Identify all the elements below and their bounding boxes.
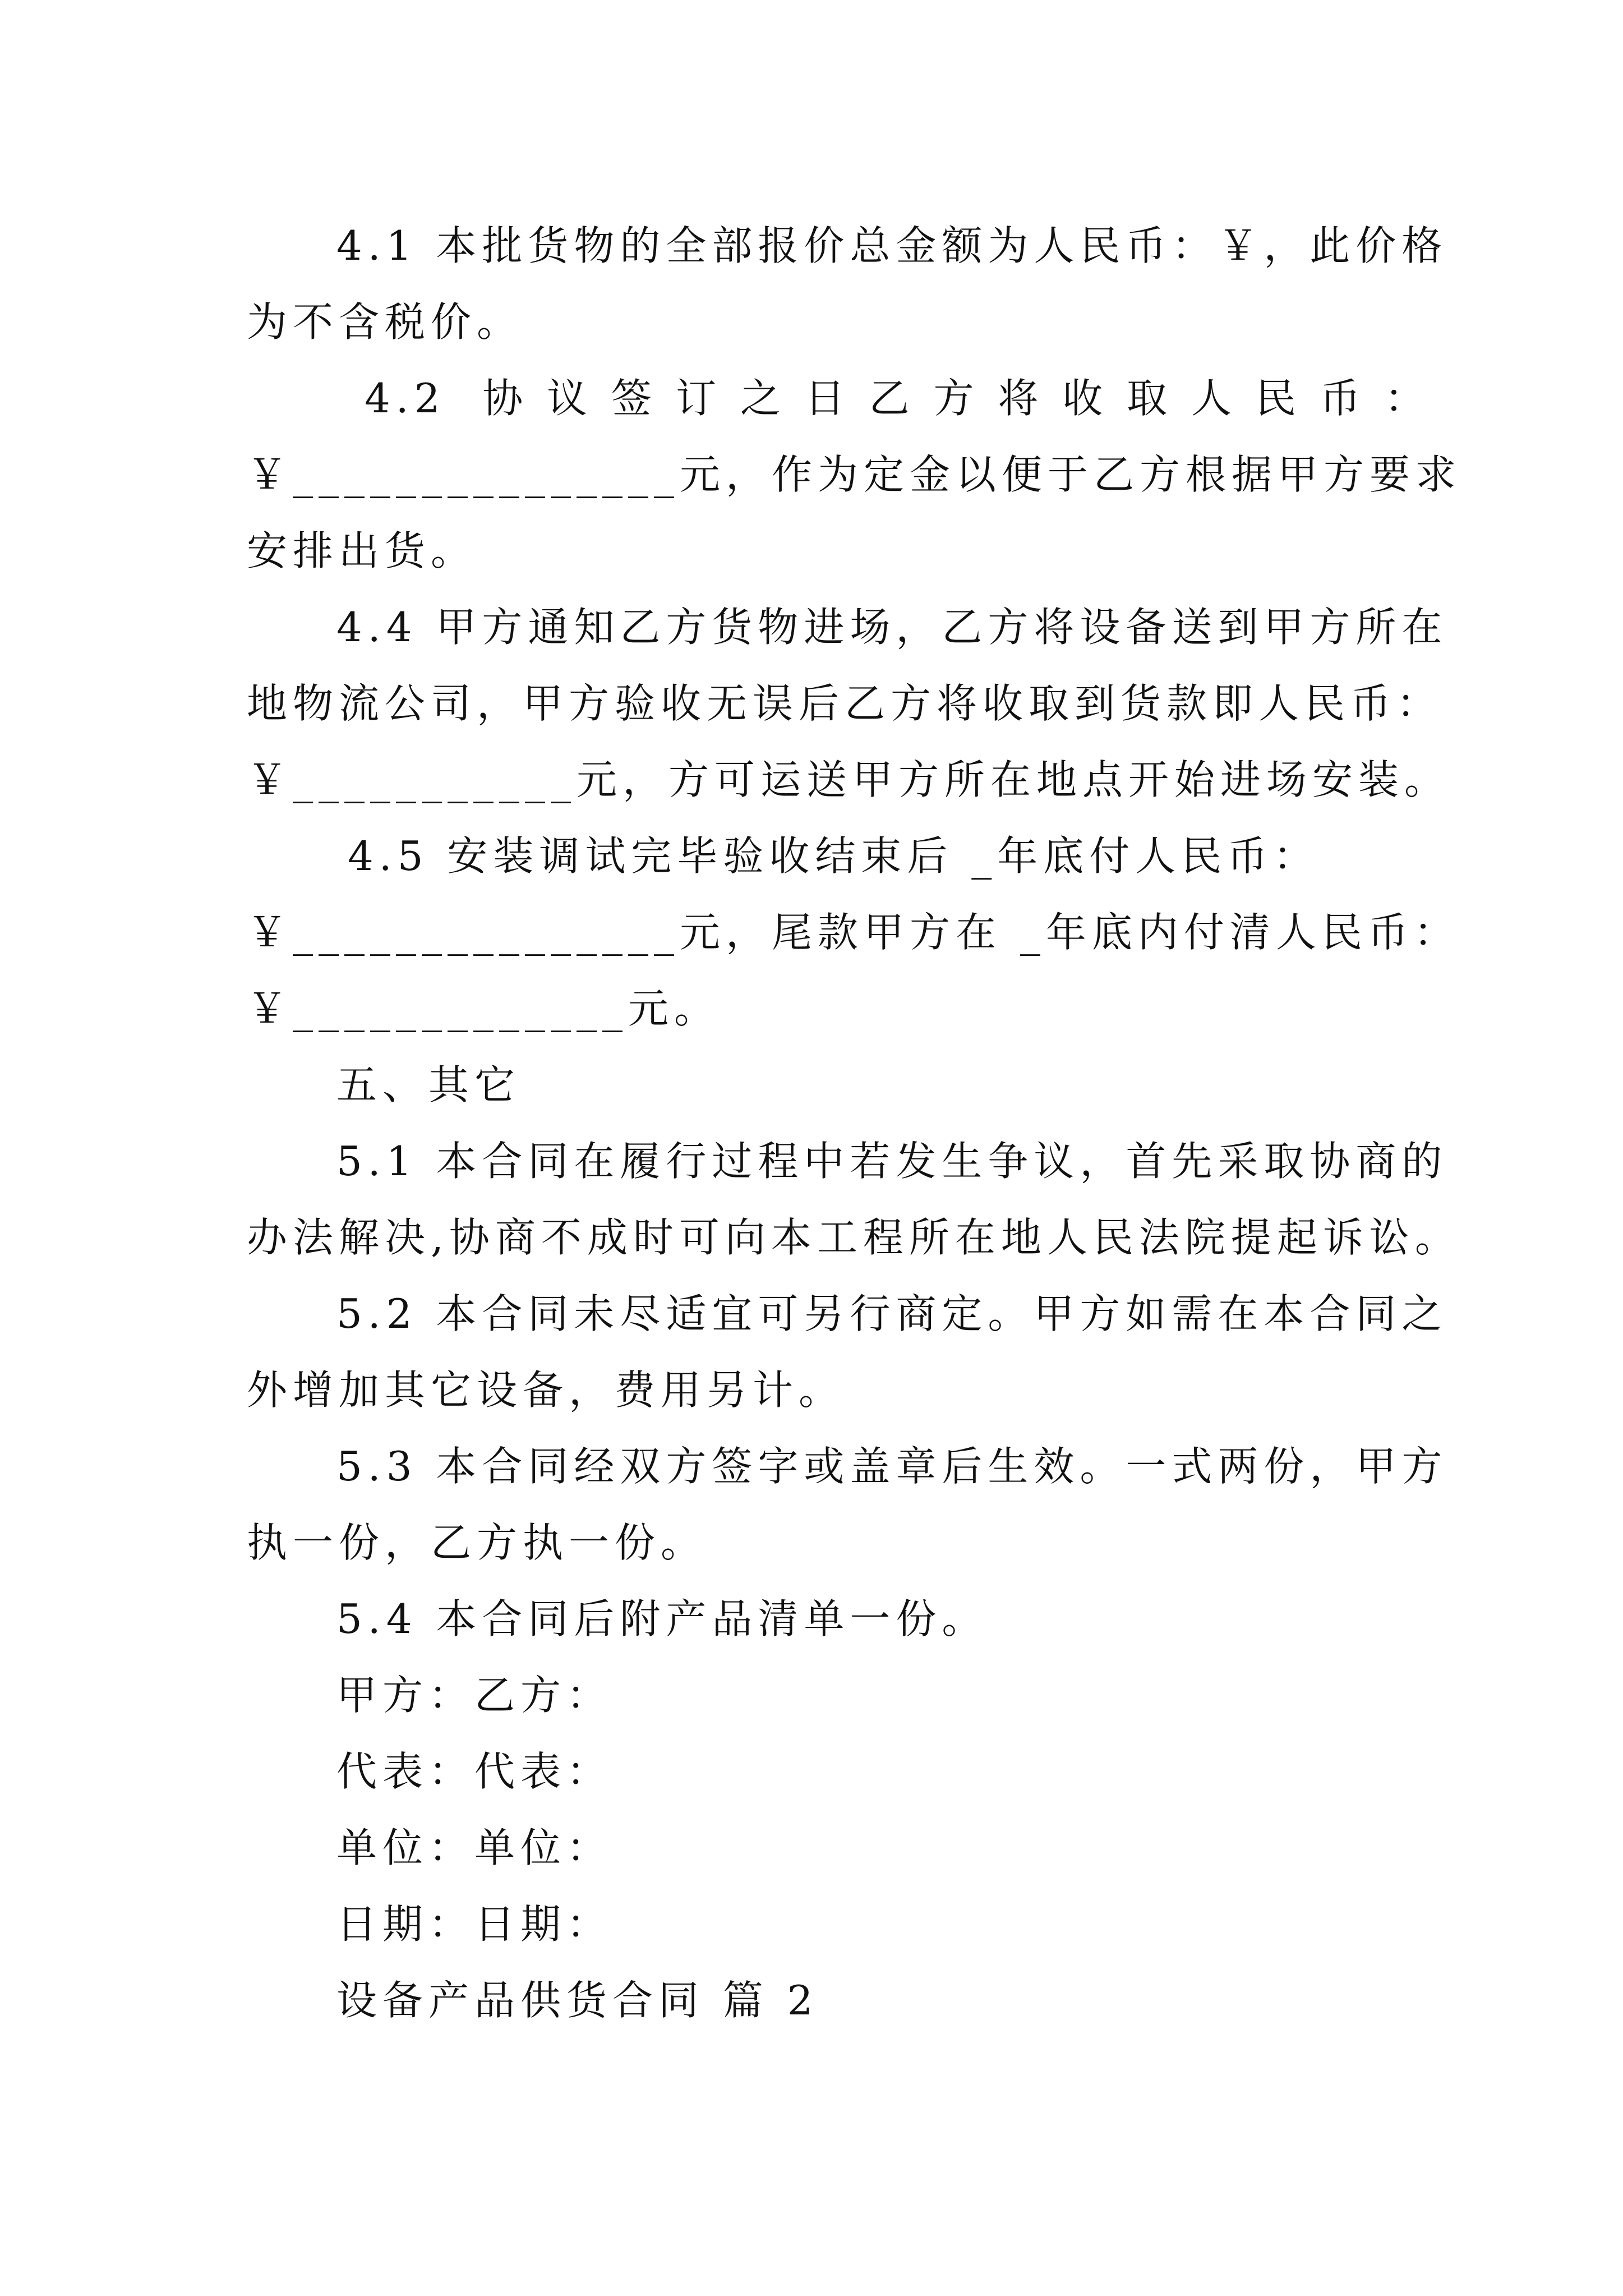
signature-representatives: 代表：代表： <box>336 1748 613 1795</box>
clause-5-2-line-1: 5.2 本合同未尽适宜可另行商定。甲方如需在本合同之 <box>336 1290 1448 1337</box>
clause-4-2-line-3: 安排出货。 <box>247 527 477 574</box>
next-contract-title: 设备产品供货合同 篇 2 <box>336 1977 819 2024</box>
clause-4-4-line-1: 4.4 甲方通知乙方货物进场，乙方将设备送到甲方所在 <box>336 604 1448 651</box>
clause-4-1-line-2: 为不含税价。 <box>247 298 523 346</box>
clause-4-5-line-2: ￥_______________元，尾款甲方在 _年底内付清人民币： <box>247 909 1460 956</box>
clause-4-4-line-3: ￥___________元，方可运送甲方所在地点开始进场安装。 <box>247 756 1451 803</box>
signature-parties: 甲方：乙方： <box>336 1672 613 1719</box>
section-5-heading: 五、其它 <box>336 1061 521 1108</box>
clause-4-5-line-1: 4.5 安装调试完毕验收结束后 _年底付人民币： <box>348 832 1320 880</box>
clause-4-1-line-1: 4.1 本批货物的全部报价总金额为人民币：￥，此价格 <box>336 222 1448 269</box>
clause-5-1-line-1: 5.1 本合同在履行过程中若发生争议，首先采取协商的 <box>336 1138 1448 1185</box>
clause-4-4-line-2: 地物流公司，甲方验收无误后乙方将收取到货款即人民币： <box>247 680 1443 727</box>
signature-units: 单位：单位： <box>336 1824 613 1871</box>
signature-dates: 日期：日期： <box>336 1901 613 1948</box>
clause-5-3-line-1: 5.3 本合同经双方签字或盖章后生效。一式两份，甲方 <box>336 1443 1448 1490</box>
clause-4-2-line-2: ￥_______________元，作为定金以便于乙方根据甲方要求 <box>247 451 1462 498</box>
clause-5-1-line-2: 办法解决,协商不成时可向本工程所在地人民法院提起诉讼。 <box>247 1214 1461 1261</box>
clause-5-4: 5.4 本合同后附产品清单一份。 <box>336 1595 988 1642</box>
clause-4-5-line-3: ￥_____________元。 <box>247 985 721 1032</box>
clause-4-2-line-1: 4.2 协 议 签 订 之 日 乙 方 将 收 取 人 民 币 ： <box>365 375 1431 422</box>
clause-5-3-line-2: 执一份，乙方执一份。 <box>247 1519 707 1566</box>
clause-5-2-line-2: 外增加其它设备，费用另计。 <box>247 1366 845 1414</box>
